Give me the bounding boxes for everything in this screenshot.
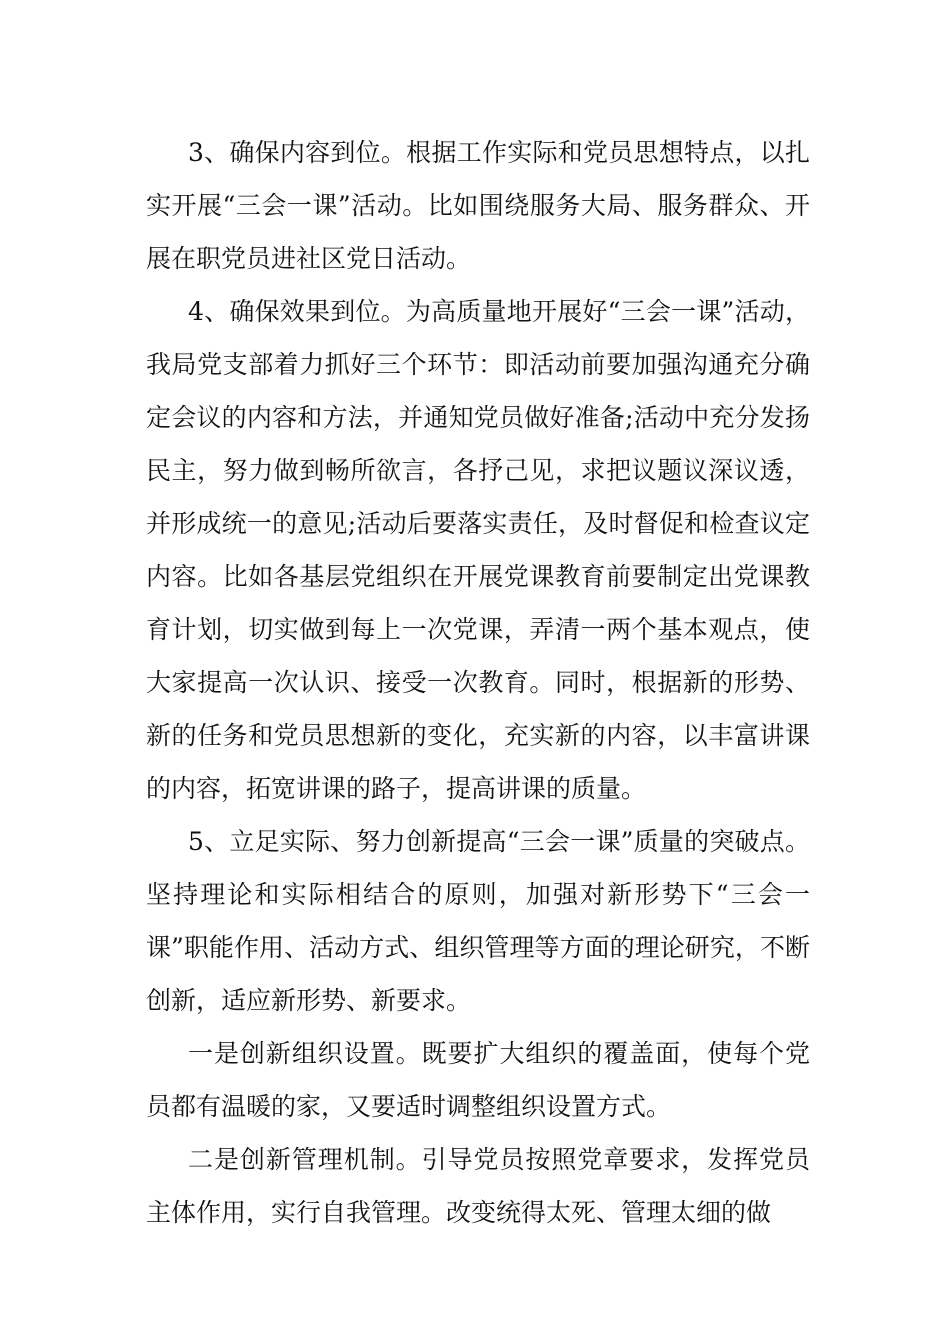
- paragraph-ensure-content: 3、确保内容到位。根据工作实际和党员思想特点，以扎实开展“三会一课”活动。比如围绕服务大局、服务群众、开展在职党员进社区党日活动。: [146, 138, 810, 273]
- paragraph-ensure-effect: 4、确保效果到位。为高质量地开展好“三会一课”活动，我局党支部着力抓好三个环节：即活动前要加强沟通充分确定会议的内容和方法，并通知党员做好准备;活动中充分发扬民主，努力做到畅所欲言，各抒己见，求把议题议深议透，并形成统一的意见;活动后要落实责任，及时督促和检查议定内容。比如各基层党组织在开展党课教育前要制定出党课教育计划，切实做到每上一次党课，弄清一两个基本观点，使大家提高一次认识、接受一次教育。同时，根据新的形势、新的任务和党员思想新的变化，充实新的内容，以丰富讲课的内容，拓宽讲课的路子，提高讲课的质量。: [146, 297, 810, 803]
- paragraph-organization-setup: 一是创新组织设置。既要扩大组织的覆盖面，使每个党员都有温暖的家，又要适时调整组织设置方式。: [146, 1039, 810, 1121]
- paragraph-management-mechanism: 二是创新管理机制。引导党员按照党章要求，发挥党员主体作用，实行自我管理。改变统得太死、管理太细的做: [146, 1145, 810, 1227]
- paragraph-innovation-breakthrough: 5、立足实际、努力创新提高“三会一课”质量的突破点。坚持理论和实际相结合的原则，加强对新形势下“三会一课”职能作用、活动方式、组织管理等方面的理论研究，不断创新，适应新形势、新要求。: [146, 827, 810, 1015]
- document-page: [146, 126, 810, 1239]
